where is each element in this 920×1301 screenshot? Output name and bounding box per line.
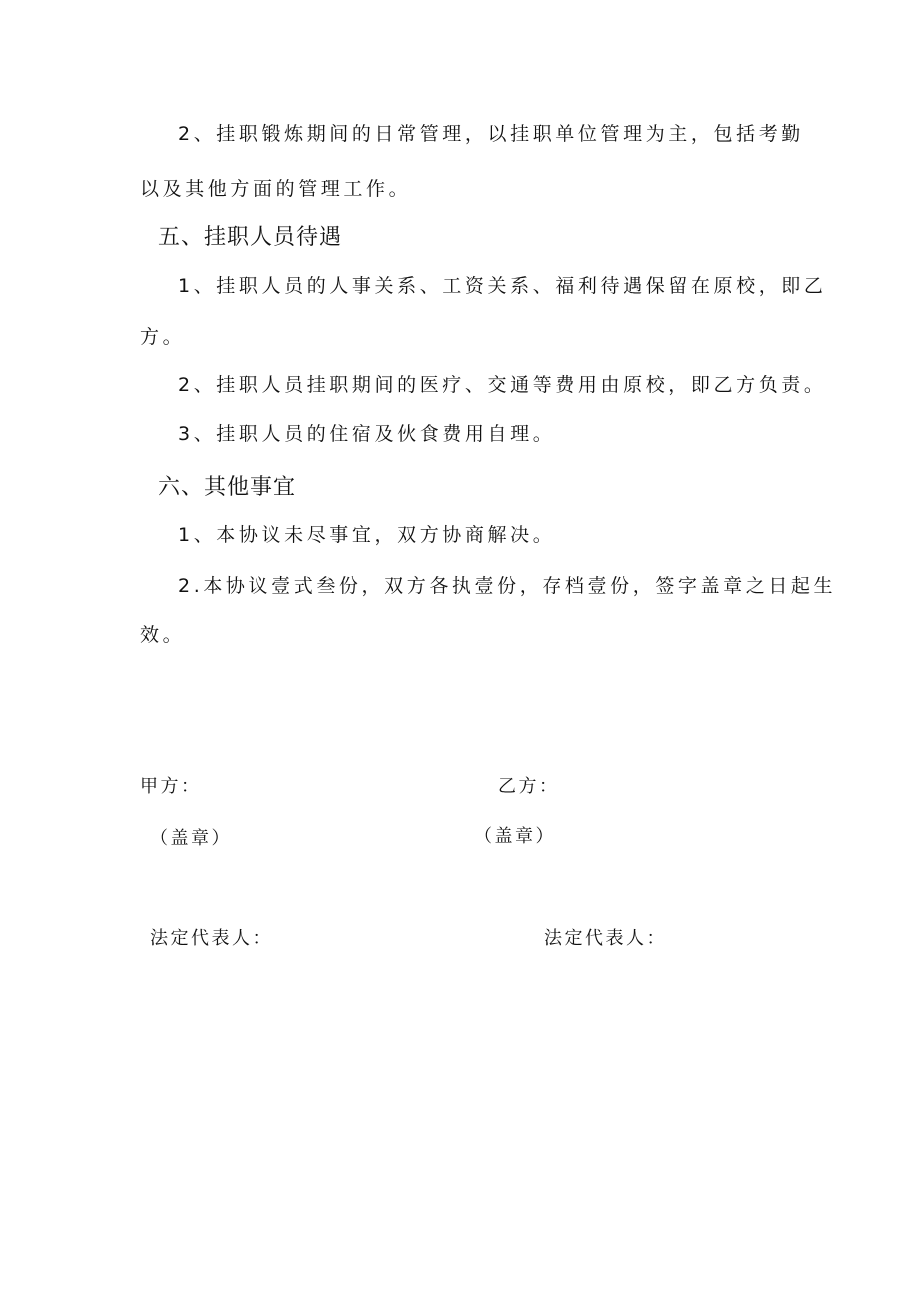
section6-heading: 六、其他事宜 [158, 475, 297, 500]
party-b-seal: （盖章） [474, 826, 556, 847]
party-b-label: 乙方： [498, 776, 560, 797]
party-b-representative: 法定代表人： [544, 928, 667, 949]
section5-item2: 2、挂职人员挂职期间的医疗、交通等费用由原校，即乙方负责。 [178, 374, 827, 396]
party-a-seal: （盖章） [150, 828, 232, 849]
section5-item1-line2: 方。 [140, 326, 186, 348]
section5-item1-line1: 1、挂职人员的人事关系、工资关系、福利待遇保留在原校，即乙 [178, 275, 827, 297]
section6-item2-line2: 效。 [140, 624, 186, 646]
section6-item2-line1: 2.本协议壹式叁份，双方各执壹份，存档壹份，签字盖章之日起生 [178, 575, 837, 597]
party-a-label: 甲方： [140, 776, 202, 797]
party-a-representative: 法定代表人： [150, 928, 273, 949]
section5-item3: 3、挂职人员的住宿及伙食费用自理。 [178, 423, 556, 445]
section5-heading: 五、挂职人员待遇 [158, 225, 343, 250]
section4-item2-line1: 2、挂职锻炼期间的日常管理，以挂职单位管理为主，包括考勤 [178, 123, 804, 145]
section4-item2-line2: 以及其他方面的管理工作。 [140, 178, 412, 200]
section6-item1: 1、本协议未尽事宜，双方协商解决。 [178, 524, 556, 546]
